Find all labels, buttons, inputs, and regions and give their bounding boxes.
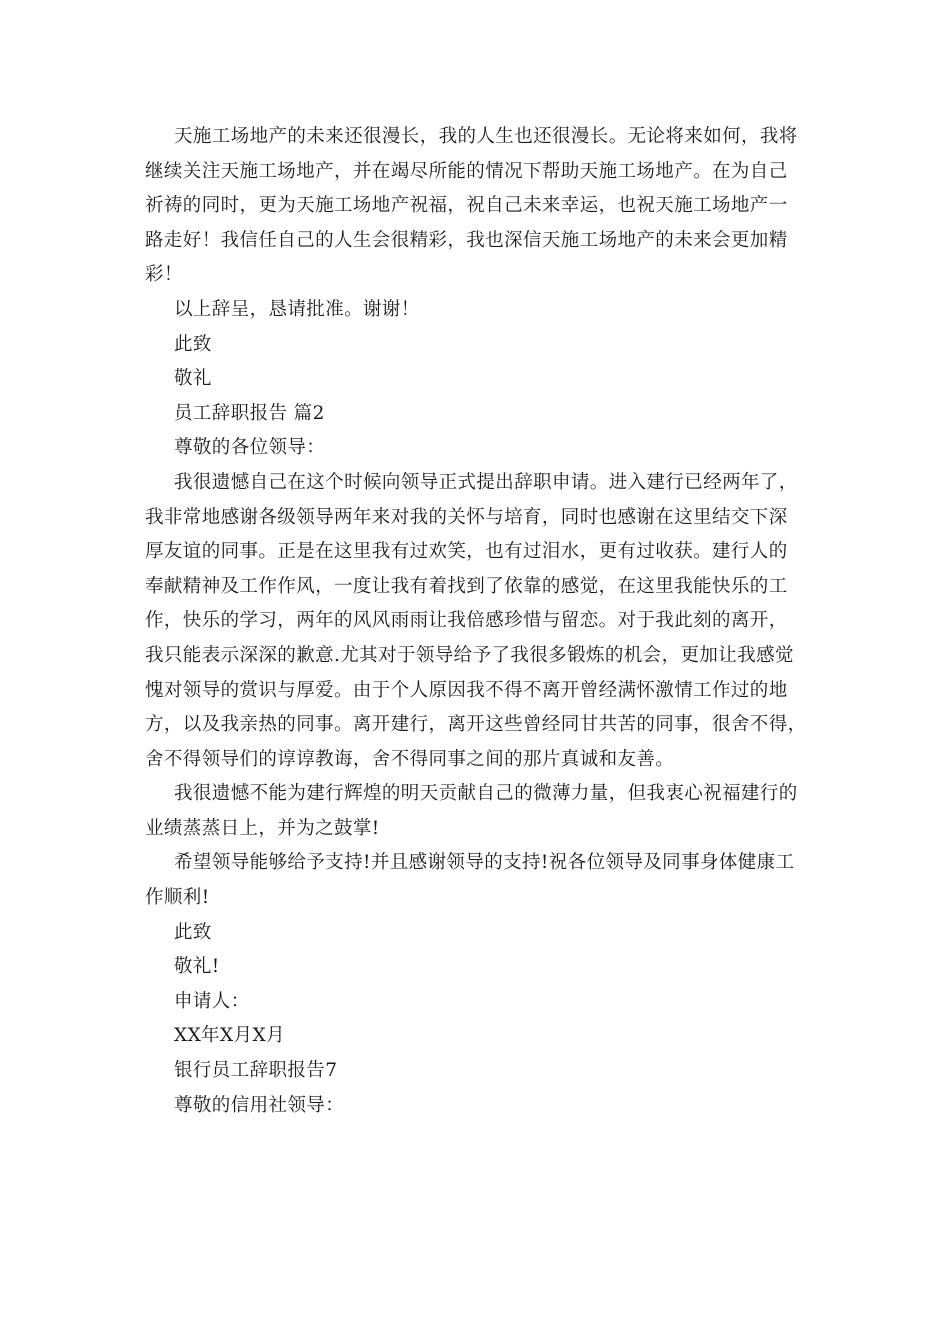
paragraph-line: 继续关注天施工场地产，并在竭尽所能的情况下帮助天施工场地产。在为自己 [145,160,788,182]
paragraph-line: 愧对领导的赏识与厚爱。由于个人原因我不得不离开曾经满怀激情工作过的地 [145,679,788,701]
date-line: XX年X月X月 [174,1025,285,1047]
paragraph-line: 作，快乐的学习，两年的风风雨雨让我倍感珍惜与留恋。对于我此刻的离开， [145,610,788,632]
paragraph-line: 奉献精神及工作作风，一度让我有着找到了依靠的感觉，在这里我能快乐的工 [145,575,788,597]
greeting-line: 尊敬的信用社领导： [174,1094,345,1116]
paragraph-line: 方，以及我亲热的同事。离开建行，离开这些曾经同甘共苦的同事，很舍不得， [145,714,807,736]
paragraph-line: 我只能表示深深的歉意.尤其对于领导给予了我很多锻炼的机会，更加让我感觉 [145,644,794,666]
paragraph-line: 希望领导能够给予支持!并且感谢领导的支持!祝各位领导及同事身体健康工 [174,852,795,874]
paragraph-line: 彩！ [145,264,183,286]
paragraph-line: 我很遗憾自己在这个时候向领导正式提出辞职申请。进入建行已经两年了， [174,471,798,493]
paragraph-line: 舍不得领导们的谆谆教诲，舍不得同事之间的那片真诚和友善。 [145,748,675,770]
paragraph-line: 业绩蒸蒸日上，并为之鼓掌! [145,817,380,839]
paragraph-line: 作顺利! [145,887,210,909]
salutation-line: 此致 [174,921,212,943]
paragraph-line: 祈祷的同时，更为天施工场地产祝福，祝自己未来幸运，也祝天施工场地产一 [145,195,788,217]
applicant-line: 申请人： [174,990,250,1012]
paragraph-line: 天施工场地产的未来还很漫长，我的人生也还很漫长。无论将来如何，我将 [174,126,798,147]
paragraph-line: 我很遗憾不能为建行辉煌的明天贡献自己的微薄力量，但我衷心祝福建行的 [174,783,798,805]
paragraph-line: 厚友谊的同事。正是在这里我有过欢笑，也有过泪水，更有过收获。建行人的 [145,541,788,563]
section-heading: 员工辞职报告 篇2 [174,402,325,424]
salutation-line: 敬礼! [174,956,220,978]
closing-request-line: 以上辞呈，恳请批准。谢谢！ [174,298,420,320]
section-heading: 银行员工辞职报告7 [174,1060,338,1082]
salutation-line: 敬礼 [174,368,212,390]
salutation-line: 此致 [174,333,212,355]
greeting-line: 尊敬的各位领导： [174,437,326,459]
paragraph-line: 路走好！我信任自己的人生会很精彩，我也深信天施工场地产的未来会更加精 [145,229,788,251]
paragraph-line: 我非常地感谢各级领导两年来对我的关怀与培育，同时也感谢在这里结交下深 [145,506,788,528]
document-body [145,120,807,1123]
